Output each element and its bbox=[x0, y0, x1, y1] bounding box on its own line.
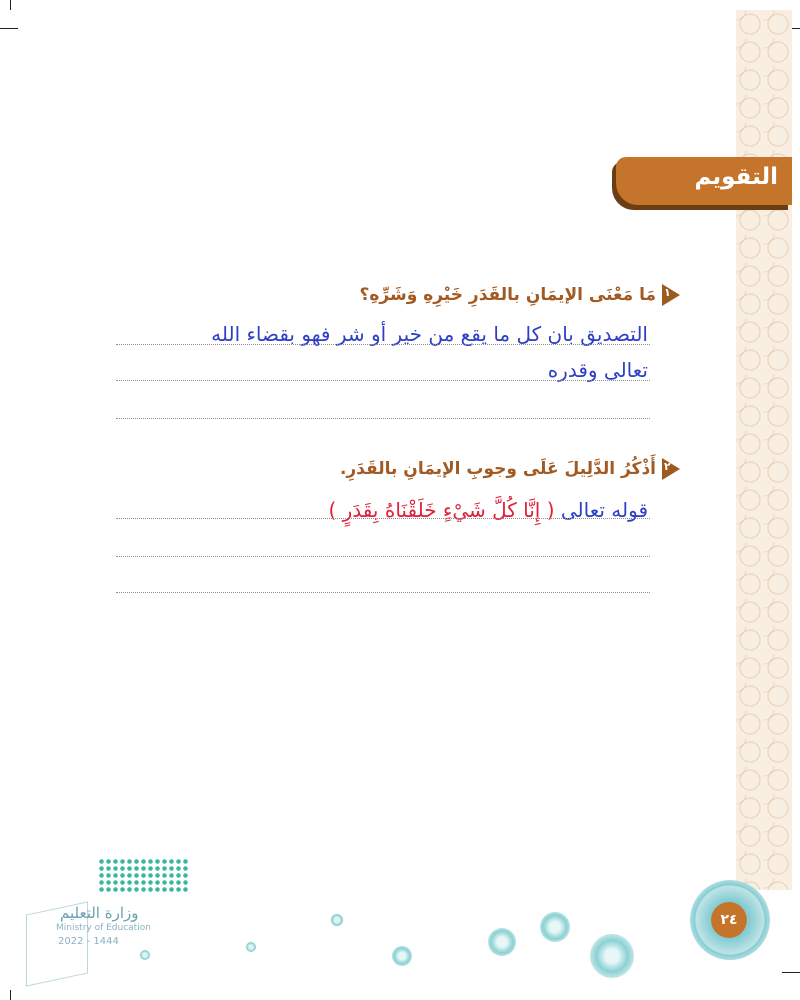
dotted-line bbox=[116, 344, 650, 345]
decorative-side-band bbox=[736, 10, 792, 890]
ministry-name-arabic: وزارة التعليم bbox=[60, 904, 139, 922]
ministry-year: 2022 - 1444 bbox=[58, 936, 119, 947]
rosette-icon bbox=[488, 928, 516, 956]
dotted-line bbox=[116, 556, 650, 557]
question-1 bbox=[360, 284, 680, 306]
page-number: ٢٤ bbox=[711, 902, 747, 938]
rosette-icon bbox=[590, 934, 634, 978]
dotted-line bbox=[116, 380, 650, 381]
dotted-line bbox=[116, 592, 650, 593]
section-title: التقويم bbox=[694, 164, 778, 190]
rosette-icon bbox=[246, 942, 256, 952]
ministry-logo-dots bbox=[98, 858, 190, 892]
section-tab bbox=[616, 157, 792, 205]
ministry-name-english: Ministry of Education bbox=[56, 923, 151, 933]
rosette-icon bbox=[392, 946, 412, 966]
rosette-icon bbox=[140, 950, 150, 960]
question-text: أَذْكُرُ الدَّلِيلَ عَلَى وجوبِ الإيمَانِ بالقَدَرِ. bbox=[339, 459, 656, 479]
question-number: ٢ bbox=[664, 460, 671, 473]
answer-line-1: التصديق بان كل ما يقع من خير أو شر فهو بقضاء الله bbox=[211, 322, 648, 346]
dotted-line bbox=[116, 518, 650, 519]
question-marker-icon bbox=[662, 284, 680, 306]
crop-mark bbox=[0, 28, 18, 29]
quran-verse: ( إِنَّا كُلَّ شَيْءٍ خَلَقْنَاهُ بِقَدَرٍ ) bbox=[328, 498, 555, 522]
crop-mark bbox=[10, 0, 11, 10]
crop-mark bbox=[782, 972, 800, 973]
rosette-icon bbox=[331, 914, 343, 926]
question-number: ١ bbox=[664, 286, 671, 299]
question-marker-icon bbox=[662, 458, 680, 480]
crop-mark bbox=[10, 990, 11, 1000]
answer-prefix: قوله تعالى bbox=[560, 498, 648, 522]
rosette-icon bbox=[540, 912, 570, 942]
dotted-line bbox=[116, 418, 650, 419]
question-text: مَا مَعْنَى الإيمَانِ بالقَدَرِ خَيْرِهِ وَشَرِّهِ؟ bbox=[359, 285, 656, 305]
answer-line-2: تعالى وقدره bbox=[547, 358, 648, 382]
question-2 bbox=[340, 458, 680, 480]
